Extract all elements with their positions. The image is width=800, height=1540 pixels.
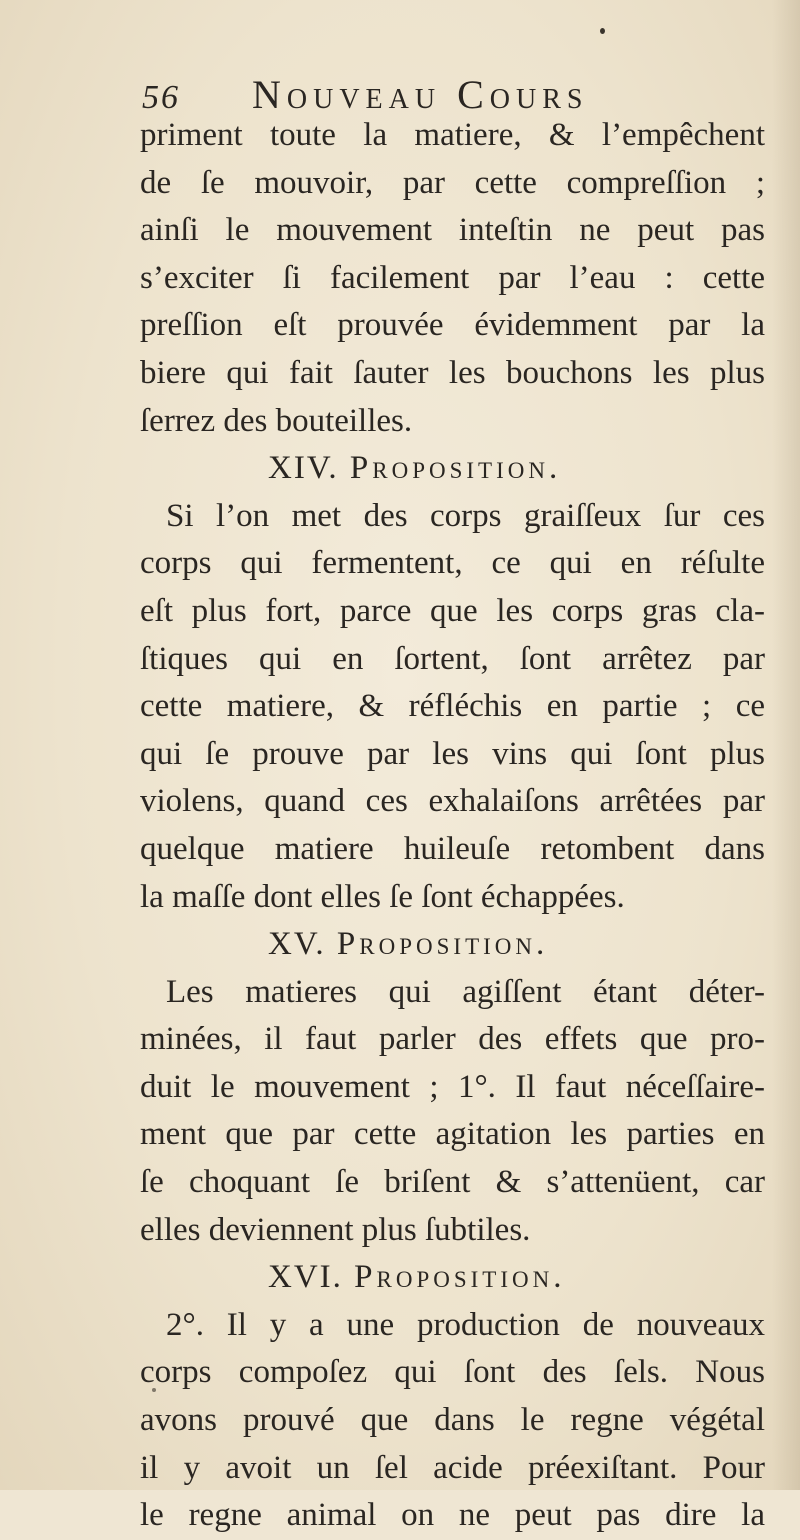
text-line: ainſi le mouvement inteſtin ne peut pas [140,212,765,249]
proposition-heading-16 [140,1254,765,1302]
text-line: biere qui fait ſauter les bouchons les plus [140,354,765,391]
text-line: violens, quand ces exhalaiſons arrêtées par [140,783,765,820]
text-line: eſt plus fort, parce que les corps gras cla- [140,592,765,629]
running-title: Nouveau Cours [252,72,589,117]
proposition-word: Proposition. [336,926,549,963]
paragraph-proposition-16 [140,1302,765,1540]
text-line: qui ſe prouve par les vins qui ſont plus [140,735,765,772]
paragraph-proposition-15 [140,969,765,1255]
paragraph-proposition-14 [140,493,765,921]
text-line: 2°. Il y a une production de nouveaux [166,1306,765,1343]
proposition-word: Proposition. [349,450,562,487]
page-edge-shadow [772,0,800,1490]
text-line: Si l’on met des corps graiſſeux ſur ces [166,497,765,534]
proposition-numeral: XIV. [268,450,339,487]
text-line: il y avoit un ſel acide préexiſtant. Pour [140,1449,765,1486]
text-line: Les matieres qui agiſſent étant déter- [166,973,765,1010]
text-line: duit le mouvement ; 1°. Il faut néceſſaire- [140,1068,765,1105]
text-line: minées, il faut parler des effets que pro- [140,1021,765,1058]
text-line: avons prouvé que dans le regne végétal [140,1402,765,1439]
text-line: ſerrez des bouteilles. [140,402,413,439]
proposition-heading-15 [140,921,765,969]
text-line: ſe choquant ſe briſent & s’attenüent, car [140,1164,765,1201]
text-line: le regne animal on ne peut pas dire la [140,1497,765,1534]
proposition-numeral: XVI. [268,1259,343,1296]
text-line: corps qui fermentent, ce qui en réſulte [140,545,765,582]
text-line: ſtiques qui en ſortent, ſont arrêtez par [140,640,765,677]
text-line: cette matiere, & réfléchis en partie ; ce [140,688,765,725]
text-line: de ſe mouvoir, par cette compreſſion ; [140,164,765,201]
paragraph-continuation [140,112,765,445]
proposition-numeral: XV. [268,926,326,963]
text-line: quelque matiere huileuſe retombent dans [140,830,765,867]
text-line: preſſion eſt prouvée évidemment par la [140,307,765,344]
proposition-word: Proposition. [354,1259,566,1296]
text-line: la maſſe dont elles ſe ſont échappées. [140,878,625,915]
ink-speck [600,28,605,34]
text-line: ment que par cette agitation les parties en [140,1116,765,1153]
text-line: elles deviennent plus ſubtiles. [140,1211,531,1248]
text-line: s’exciter ſi facilement par l’eau : cette [140,259,765,296]
text-line: corps compoſez qui ſont des ſels. Nous [140,1354,765,1391]
text-block [140,112,765,1540]
text-line: priment toute la matiere, & l’empêchent [140,117,765,153]
page-number: 56 [142,79,180,116]
proposition-heading-14 [140,445,765,493]
